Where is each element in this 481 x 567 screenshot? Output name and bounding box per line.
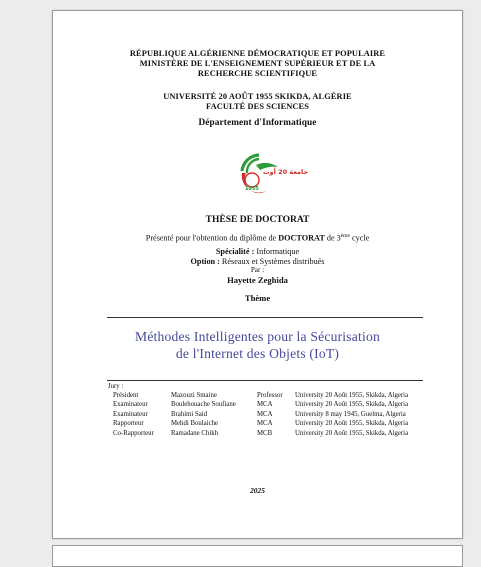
ministry-line-1: MINISTÈRE DE L'ENSEIGNEMENT SUPÉRIEUR ET DE LA (139, 59, 376, 69)
jury-grade: MCA (257, 401, 273, 409)
presented-degree: DOCTORAT (278, 233, 325, 243)
specialty-label: Spécialité : (215, 247, 255, 256)
jury-institution: University 20 Août 1955, Skikda, Algeria (295, 420, 409, 428)
presented-line (53, 233, 462, 243)
jury-institution: University 20 Août 1955, Skikda, Algeria (295, 401, 409, 409)
jury-grade: MCB (257, 429, 273, 437)
jury-role: Examinateur (113, 410, 148, 418)
jury-institution: University 20 Août 1955, Skikda, Algeria (295, 429, 409, 437)
jury-row (113, 400, 408, 409)
header-block (53, 49, 462, 80)
jury-label: Jury : (108, 383, 124, 390)
department-line: Département d'Informatique (198, 118, 317, 128)
jury-row (113, 429, 408, 438)
logo-year-text: 1955 (245, 186, 259, 192)
main-title-line-2: de l'Internet des Objets (IoT) (175, 346, 340, 361)
specialty-line (53, 247, 462, 257)
title-rule-bottom (107, 380, 423, 381)
university-logo (236, 151, 309, 197)
presented-prefix: Présenté pour l'obtention du diplôme de (145, 233, 277, 243)
presented-mid: de 3 (326, 233, 341, 243)
jury-name: Ramadane Chikh (171, 429, 219, 437)
university-line: UNIVERSITÉ 20 AOÛT 1955 SKIKDA, ALGÉRIE (163, 92, 352, 101)
jury-row (113, 410, 408, 419)
jury-grade: MCA (257, 420, 273, 428)
specialty-value: Informatique (256, 247, 300, 256)
option-line (53, 257, 462, 267)
jury-name: Boulehouache Soufiane (171, 401, 236, 409)
institution-block (53, 92, 462, 112)
thesis-year: 2025 (250, 486, 265, 495)
main-title-line-1: Méthodes Intelligentes pour la Sécurisation (135, 329, 380, 344)
presented-sup: ème (340, 233, 350, 239)
document-page (52, 10, 463, 539)
author-name: Hayette Zeghida (227, 275, 288, 285)
jury-name: Mazouzi Smaine (171, 392, 217, 399)
by-label: Par : (250, 266, 265, 274)
jury-role: Rapporteur (113, 420, 144, 428)
jury-row (113, 391, 408, 400)
option-label: Option : (190, 256, 220, 266)
jury-name: Mehdi Boulaiche (171, 420, 219, 428)
thesis-title: THÈSE DE DOCTORAT (205, 215, 310, 225)
specialty-block (53, 247, 462, 266)
next-page-edge (52, 545, 463, 567)
jury-name: Brahimi Said (171, 410, 208, 418)
republic-line: RÉPUBLIQUE ALGÉRIENNE DÉMOCRATIQUE ET POPULAIRE (129, 49, 386, 58)
presented-suffix: cycle (351, 233, 370, 243)
jury-institution: University 20 Août 1955, Skikda, Algeria (295, 392, 409, 399)
title-rule-top (107, 317, 423, 318)
option-value: Réseaux et Systèmes distribués (221, 256, 325, 266)
jury-role: Examinateur (113, 401, 148, 409)
jury-role: Co-Rapporteur (113, 429, 154, 437)
logo-arabic-text: جامعة 20 أوت (263, 168, 309, 176)
jury-row (113, 419, 408, 428)
jury-institution: University 8 may 1945, Guelma, Algeria (295, 410, 406, 418)
logo-inner-circle (245, 173, 259, 187)
jury-role: Président (113, 392, 139, 399)
main-title (53, 328, 462, 362)
jury-grade: MCA (257, 410, 273, 418)
jury-grade: Professor (257, 392, 283, 399)
ministry-line-2: RECHERCHE SCIENTIFIQUE (197, 69, 318, 79)
theme-label: Thème (244, 293, 271, 303)
faculty-line: FACULTÉ DES SCIENCES (206, 102, 309, 112)
jury-table (113, 391, 408, 438)
